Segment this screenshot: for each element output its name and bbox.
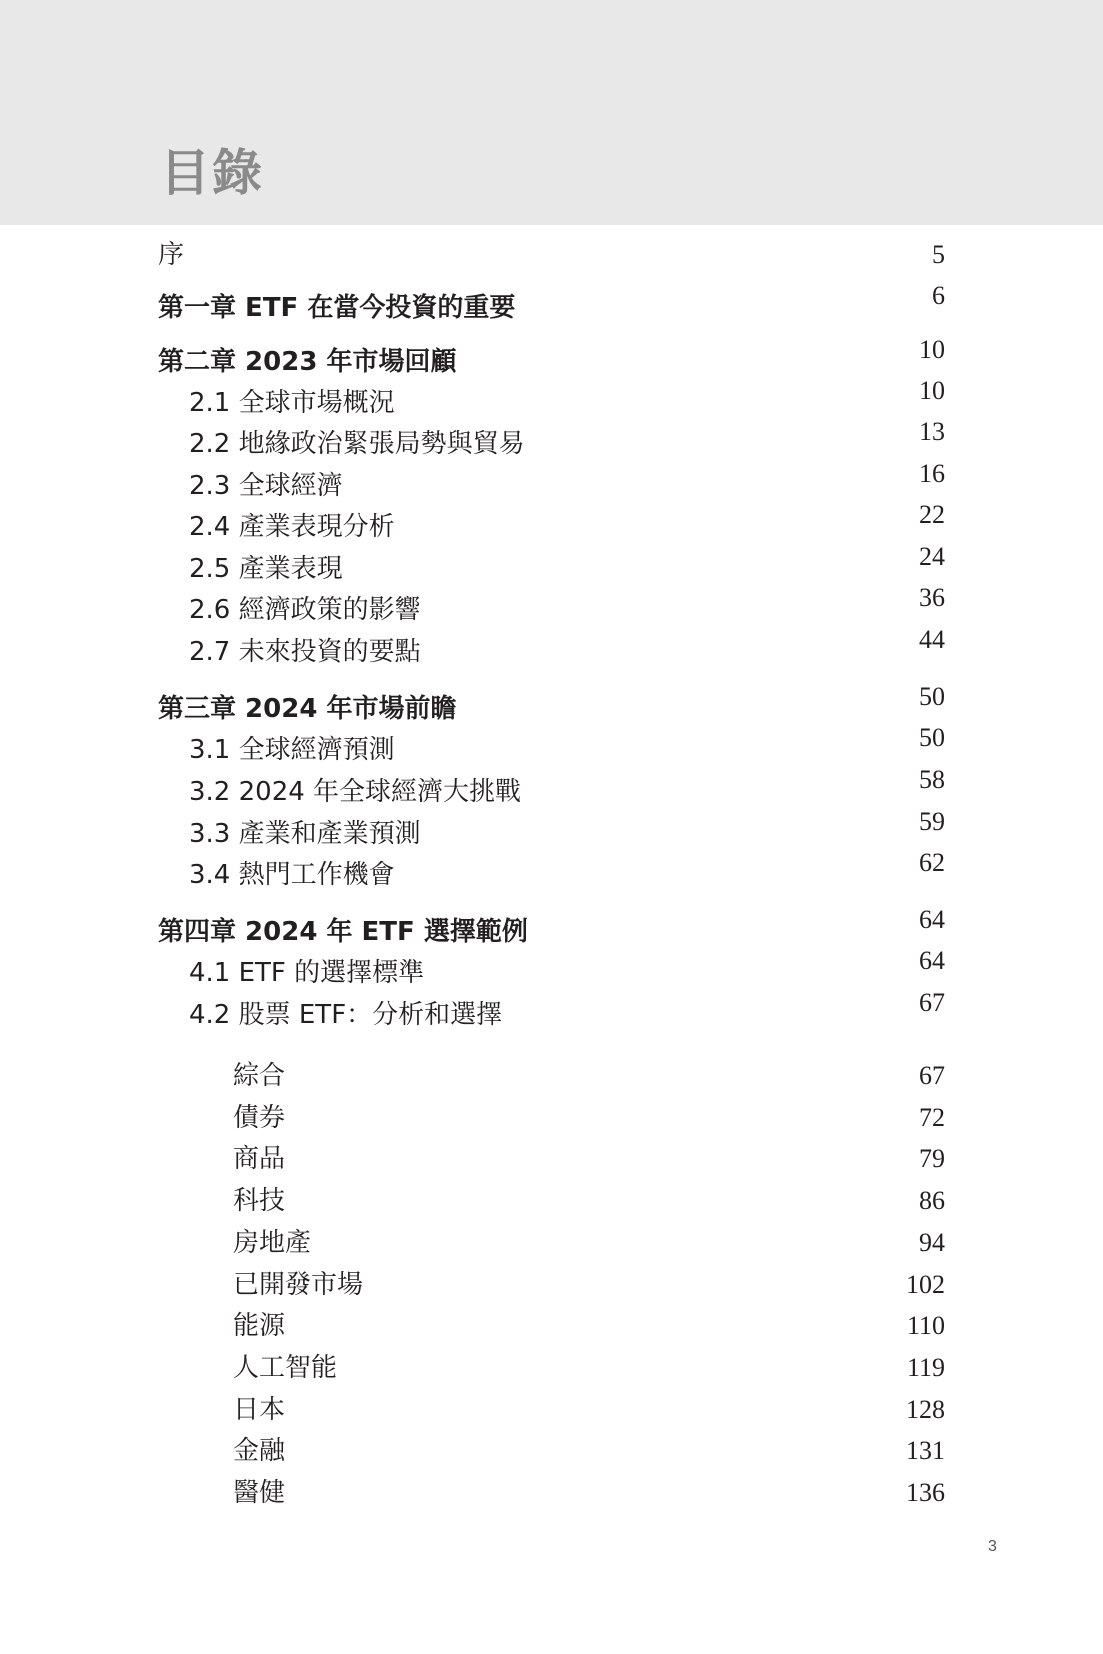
- toc-entry-label: 第四章 2024 年 ETF 選擇範例: [158, 917, 528, 947]
- toc-entry-page: 13: [919, 417, 945, 446]
- toc-entry-page: 50: [919, 723, 945, 752]
- toc-entry-page: 58: [919, 765, 945, 794]
- toc-entry-label: 金融: [233, 1436, 286, 1466]
- toc-entry-label: 2.3 全球經濟: [189, 471, 343, 501]
- toc-entry-label: 第二章 2023 年市場回顧: [158, 347, 457, 377]
- toc-entry-label: 序: [158, 240, 185, 270]
- toc-entry-page: 24: [919, 542, 945, 571]
- toc-entry-label: 房地產: [233, 1228, 312, 1258]
- toc-entry-label: 商品: [233, 1144, 286, 1174]
- toc-entry-page: 36: [919, 583, 945, 612]
- toc-entry-label: 第三章 2024 年市場前瞻: [158, 694, 457, 724]
- toc-entry-sub-energy[interactable]: [0, 1309, 1103, 1349]
- toc-entry-label: 2.2 地緣政治緊張局勢與貿易: [189, 429, 525, 459]
- toc-entry-page: 67: [919, 1061, 945, 1090]
- toc-entry-label: 2.5 產業表現: [189, 554, 343, 584]
- toc-entry-section-2-7[interactable]: [0, 625, 1103, 675]
- toc-entry-label: 醫健: [233, 1478, 286, 1508]
- toc-entry-page: 10: [919, 335, 945, 364]
- toc-entry-sub-japan[interactable]: [0, 1393, 1103, 1433]
- toc-entry-label: 債券: [233, 1103, 286, 1133]
- toc-entry-label: 4.1 ETF 的選擇標準: [189, 958, 425, 988]
- toc-entry-page: 44: [919, 625, 945, 654]
- toc-entry-sub-finance[interactable]: [0, 1434, 1103, 1474]
- toc-entry-page: 5: [932, 240, 945, 269]
- toc-entry-label: 2.6 經濟政策的影響: [189, 595, 421, 625]
- toc-entry-page: 64: [919, 905, 945, 934]
- toc-entry-sub-technology[interactable]: [0, 1184, 1103, 1224]
- toc-entry-label: 綜合: [233, 1061, 286, 1091]
- toc-entry-page: 22: [919, 500, 945, 529]
- toc-entry-page: 67: [919, 988, 945, 1017]
- page-number: 3: [988, 1538, 997, 1555]
- toc-entry-page: 72: [919, 1103, 945, 1132]
- toc-entry-section-3-4[interactable]: [0, 848, 1103, 898]
- toc-entry-label: 3.3 產業和產業預測: [189, 819, 421, 849]
- toc-entry-label: 科技: [233, 1186, 286, 1216]
- toc-entry-page: 64: [919, 946, 945, 975]
- toc-entry-label: 4.2 股票 ETF：分析和選擇: [189, 1000, 503, 1030]
- toc-entry-label: 第一章 ETF 在當今投資的重要: [158, 293, 516, 323]
- toc-entry-page: 136: [906, 1478, 945, 1507]
- toc-entry-page: 10: [919, 376, 945, 405]
- toc-entry-page: 102: [906, 1270, 945, 1299]
- toc-entry-page: 62: [919, 848, 945, 877]
- toc-entry-label: 人工智能: [233, 1353, 338, 1383]
- toc-entry-page: 128: [906, 1395, 945, 1424]
- toc-entry-label: 2.4 產業表現分析: [189, 512, 395, 542]
- toc-entry-sub-developed-markets[interactable]: [0, 1268, 1103, 1308]
- toc-entry-page: 131: [906, 1436, 945, 1465]
- toc-entry-sub-commodities[interactable]: [0, 1142, 1103, 1182]
- page-title: 目錄: [160, 144, 264, 202]
- toc-entry-section-4-2[interactable]: [0, 988, 1103, 1038]
- toc-entry-label: 已開發市場: [233, 1270, 364, 1300]
- toc-entry-label: 2.7 未來投資的要點: [189, 637, 421, 667]
- toc-entry-page: 94: [919, 1228, 945, 1257]
- toc-entry-sub-ai[interactable]: [0, 1351, 1103, 1391]
- toc-entry-sub-composite[interactable]: [0, 1059, 1103, 1099]
- toc-entry-page: 79: [919, 1144, 945, 1173]
- toc-entry-label: 日本: [233, 1395, 286, 1425]
- toc-entry-page: 6: [932, 281, 945, 310]
- toc-entry-chapter-1[interactable]: [0, 281, 1103, 331]
- toc-entry-label: 3.1 全球經濟預測: [189, 735, 395, 765]
- toc-entry-label: 2.1 全球市場概況: [189, 388, 395, 418]
- toc-entry-sub-healthcare[interactable]: [0, 1476, 1103, 1516]
- toc-entry-page: 50: [919, 682, 945, 711]
- toc-entry-page: 86: [919, 1186, 945, 1215]
- toc-entry-preface[interactable]: [0, 238, 1103, 278]
- toc-entry-sub-real-estate[interactable]: [0, 1226, 1103, 1266]
- toc-entry-page: 110: [906, 1311, 945, 1340]
- toc-entry-sub-bonds[interactable]: [0, 1101, 1103, 1141]
- toc-entry-label: 3.2 2024 年全球經濟大挑戰: [189, 777, 522, 807]
- toc-entry-label: 3.4 熱門工作機會: [189, 860, 395, 890]
- toc-entry-page: 16: [919, 459, 945, 488]
- toc-entry-page: 119: [906, 1353, 945, 1382]
- toc-entry-label: 能源: [233, 1311, 286, 1341]
- toc-entry-page: 59: [919, 807, 945, 836]
